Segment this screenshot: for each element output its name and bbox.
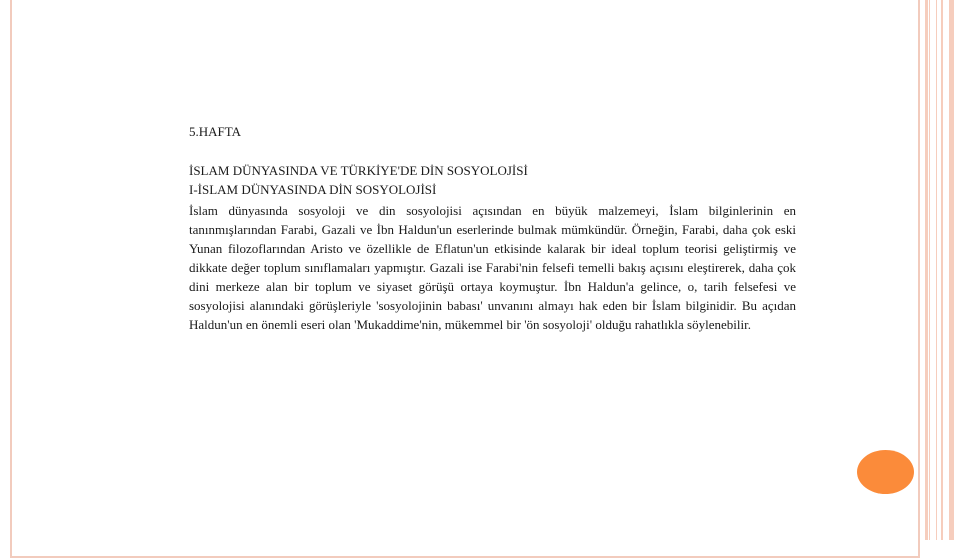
decorative-stripe: [925, 0, 928, 540]
decorative-stripe: [941, 0, 943, 540]
week-label: 5.HAFTA: [189, 124, 242, 139]
section-heading: I-İSLAM DÜNYASINDA DİN SOSYOLOJİSİ: [189, 182, 437, 197]
decorative-stripe: [929, 0, 930, 540]
decorative-stripe: [936, 0, 937, 540]
orange-circle-decoration: [857, 450, 914, 494]
body-paragraph: İslam dünyasında sosyoloji ve din sosyolojisi açısından en büyük malzemeyi, İslam bilginlerinin en tanınmışlarından Farabi, Gazali ve İbn Haldun'un eserlerinde bulmak mümkündür. Örneğin, Farabi, daha çok eski Yunan filozoflarından Aristo ve özellikle de Eflatun'un etkisinde kalarak bir ideal toplum teorisi geliştirmiş ve dikkate değer toplum sınıflamaları yapmıştır. Gazali ise Farabi'nin felsefi temelli bakış açısını eleştirerek, daha çok dini merkeze alan bir toplum ve siyaset görüşü ortaya koymuştur. İbn Haldun'a gelince, o, tarih felsefesi ve sosyolojisi alanındaki görüşleriyle 'sosyolojinin babası' unvanını almayı hak eden bir İslam bilginidir. Bu açıdan Haldun'un en önemli eseri olan 'Mukaddime'nin, mükemmel bir 'ön sosyoloji' olduğu rahatlıkla söylenebilir.: [189, 203, 796, 332]
decorative-stripe: [949, 0, 954, 540]
main-heading: İSLAM DÜNYASINDA VE TÜRKİYE'DE DİN SOSYOLOJİSİ: [189, 163, 528, 178]
